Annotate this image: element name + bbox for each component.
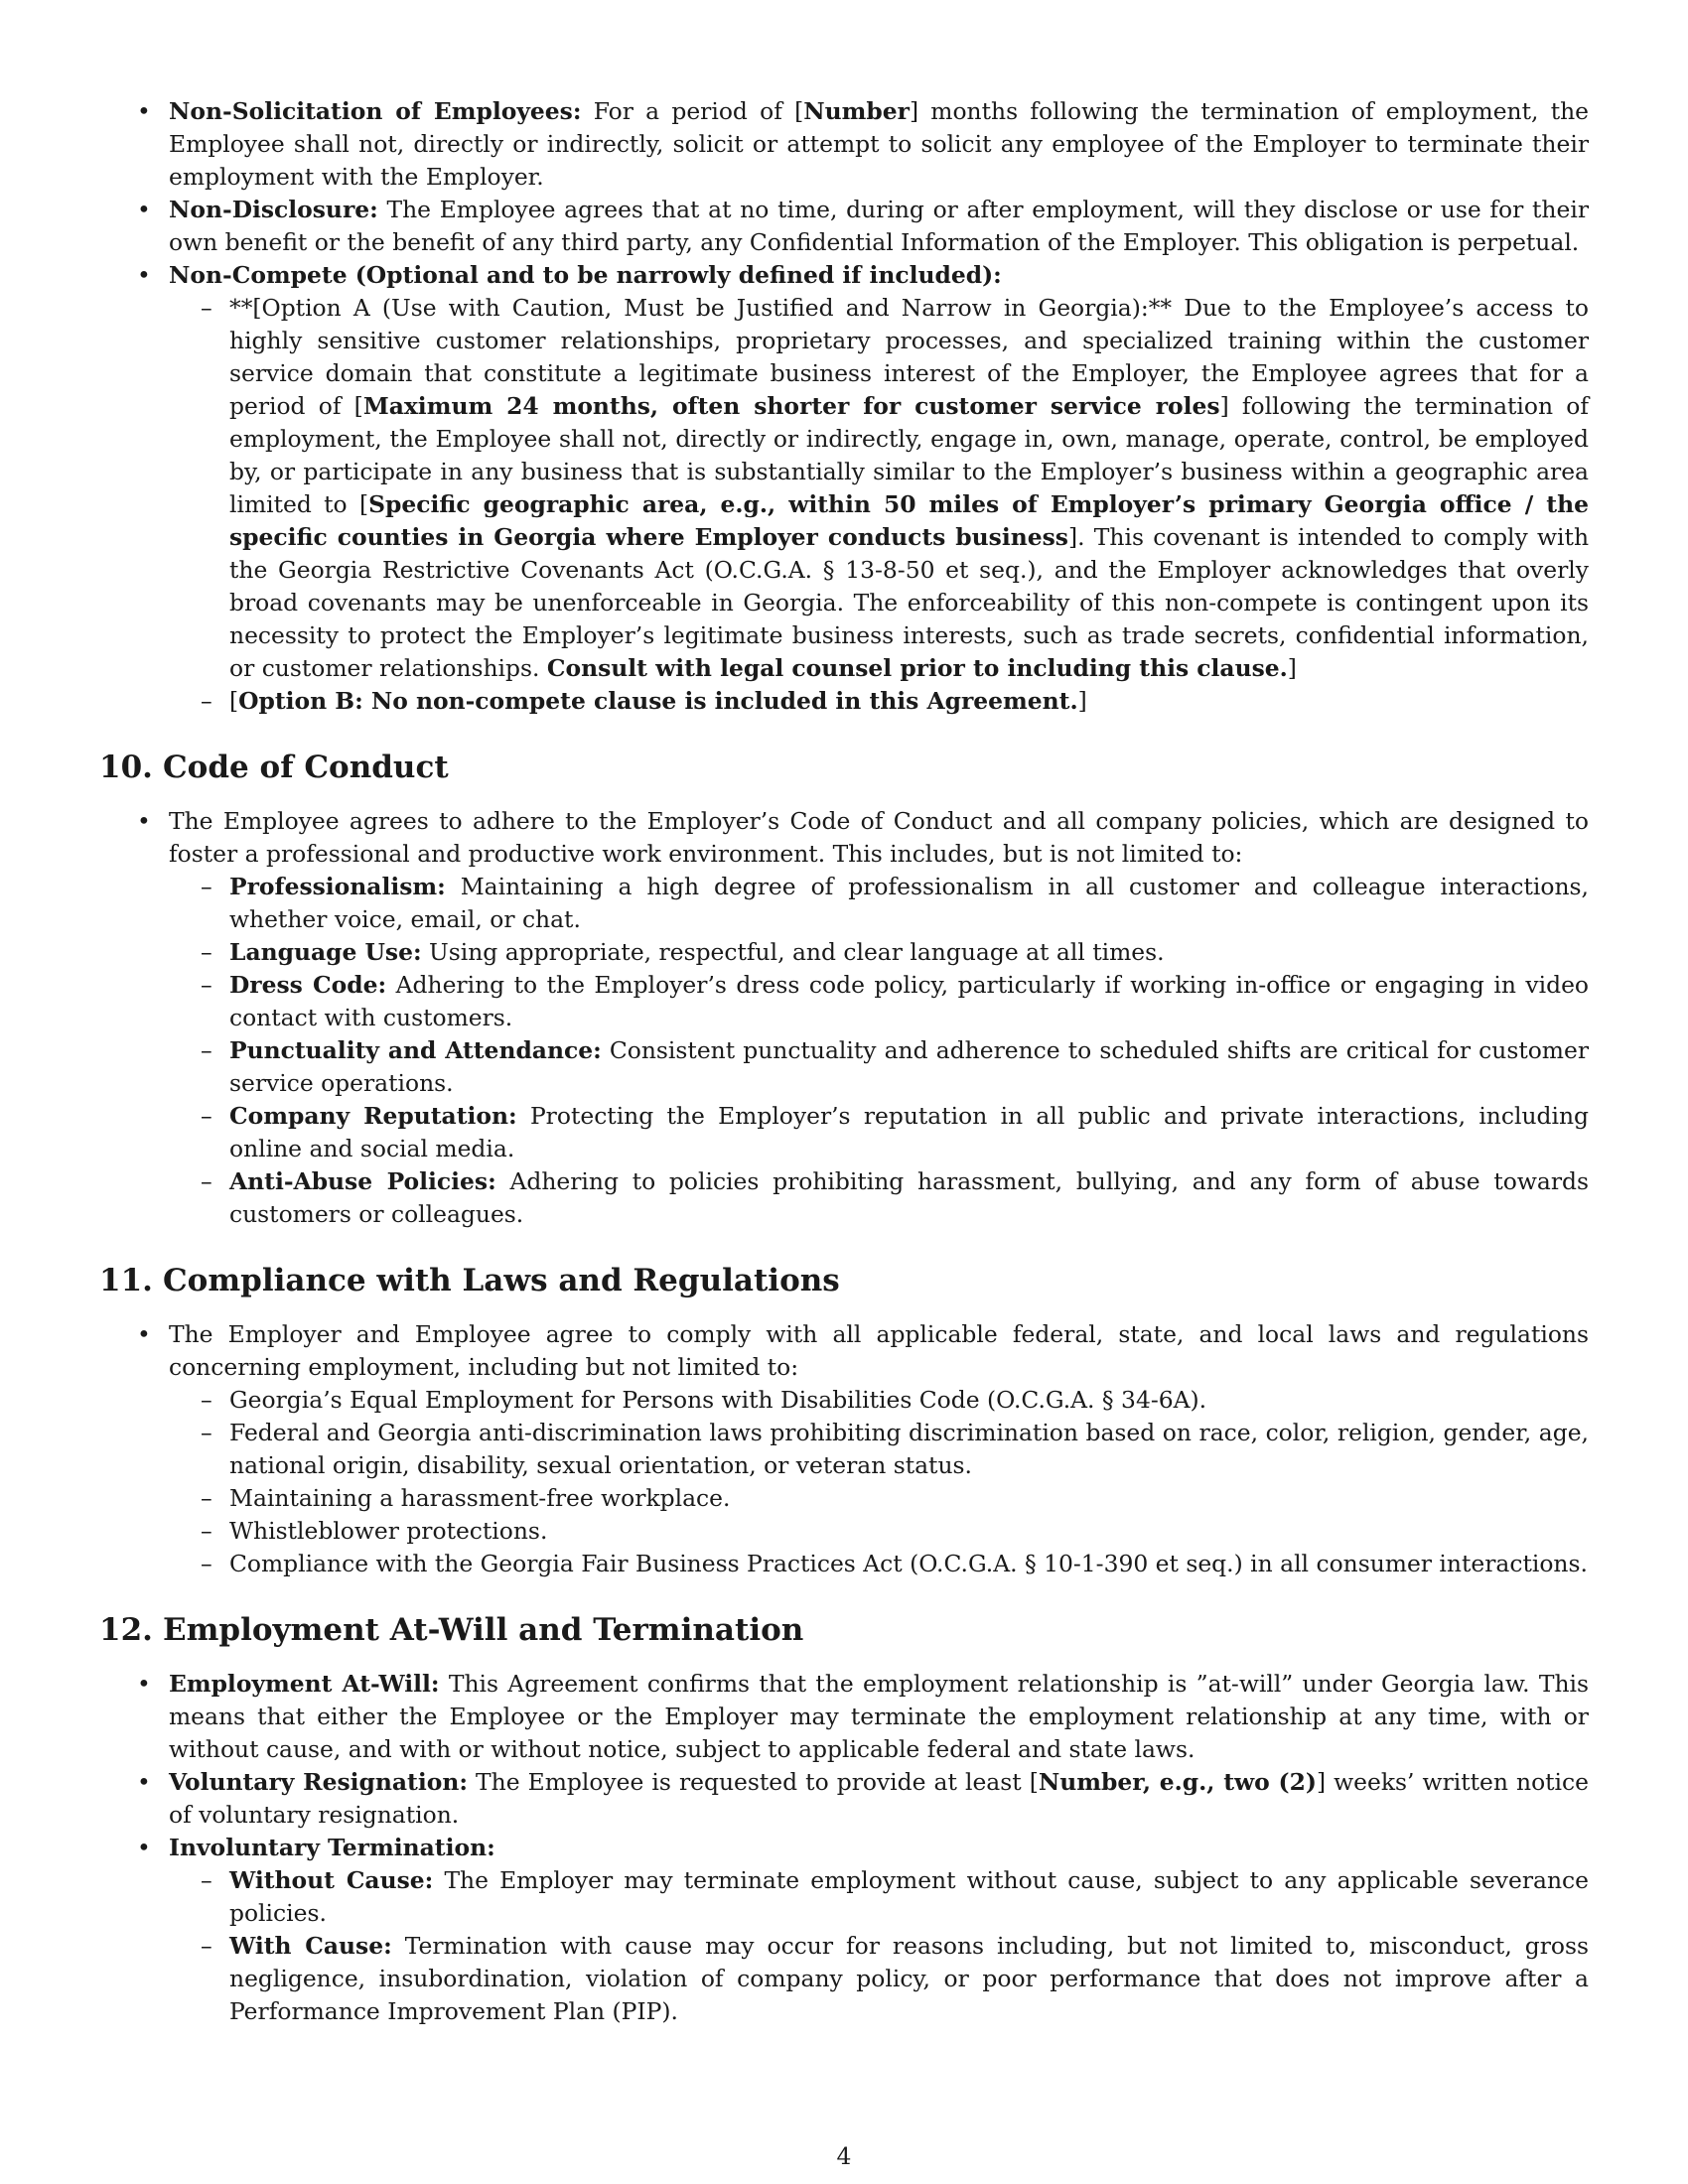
section-12-list — [99, 1668, 1589, 2028]
list-item — [169, 1100, 1589, 1165]
placeholder-text: Option B: No non-compete clause is included in this Agreement. — [238, 687, 1078, 715]
item-label: With Cause: — [229, 1932, 392, 1960]
item-text: The Employer and Employee agree to comply with all applicable federal, state, and local laws and regulations concerning employment, including but not limited to: — [169, 1320, 1589, 1381]
list-item — [169, 1930, 1589, 2028]
list-item: – Federal and Georgia anti-discrimination laws prohibiting discrimination based on race, color, religion, gender, age, national origin, disability, sexual orientation, or veteran status. — [169, 1417, 1589, 1482]
conduct-items — [169, 871, 1589, 1231]
section-11-list — [99, 1318, 1589, 1580]
item-label: Involuntary Termination: — [169, 1834, 495, 1861]
item-label: Punctuality and Attendance: — [229, 1036, 602, 1064]
list-item-non-compete — [99, 259, 1589, 718]
item-text: Consistent punctuality and adherence to scheduled shifts are critical for customer service operations. — [229, 1036, 1590, 1097]
item-text: ]. This covenant is intended to comply with the Georgia Restrictive Covenants Act (O.C.G.A. § 13-8-50 et seq.), and the Employer acknowledges that overly broad covenants may be unenforceable in Georgia. The enforceability of this non-compete is contingent upon its necessity to protect the Employer’s legitimate business interests, such as trade secrets, confidential information, or customer relationships. — [229, 523, 1590, 682]
item-text: This Agreement confirms that the employment relationship is ”at-will” under Georgia law. This means that either the Employee or the Employer may terminate the employment relationship at any time, with or without cause, and with or without notice, subject to applicable federal and state laws. — [169, 1670, 1589, 1763]
list-item-involuntary — [99, 1832, 1589, 2028]
list-item — [99, 1318, 1589, 1580]
section-title: Compliance with Laws and Regulations — [163, 1263, 840, 1298]
item-text: Adhering to policies prohibiting harassment, bullying, and any form of abuse towards customers or colleagues. — [229, 1167, 1589, 1228]
item-label: Voluntary Resignation: — [169, 1768, 468, 1796]
item-label: Without Cause: — [229, 1866, 434, 1894]
item-label: Non-Disclosure: — [169, 196, 378, 223]
section-heading-12 — [99, 1610, 1589, 1650]
section-heading-10 — [99, 748, 1589, 787]
item-text: ] — [1287, 654, 1297, 682]
item-text: The Employee agrees to adhere to the Employer’s Code of Conduct and all company policies, which are designed to foster a professional and productive work environment. This includes, but is not limited to: — [169, 807, 1589, 868]
placeholder-text: Consult with legal counsel prior to including this clause. — [546, 654, 1288, 682]
section-10-list — [99, 805, 1589, 1231]
item-text: Using appropriate, respectful, and clear language at all times. — [421, 938, 1165, 966]
placeholder-text: Maximum 24 months, often shorter for customer service roles — [362, 392, 1220, 420]
option-b — [169, 685, 1589, 718]
item-text: Adhering to the Employer’s dress code policy, particularly if working in-office or engaging in video contact with customers. — [229, 971, 1590, 1031]
list-item: – Georgia’s Equal Employment for Persons with Disabilities Code (O.C.G.A. § 34-6A). — [169, 1384, 1589, 1417]
termination-types — [169, 1864, 1589, 2028]
placeholder-text: Number, e.g., two (2) — [1038, 1768, 1317, 1796]
list-item — [169, 1034, 1589, 1100]
section-number: 12. — [99, 1612, 153, 1648]
placeholder-text: Number — [803, 97, 910, 125]
item-text: [ — [229, 687, 239, 715]
item-text: ] — [1077, 687, 1087, 715]
option-a — [169, 292, 1589, 685]
item-text: ] weeks’ written notice of voluntary resignation. — [169, 1768, 1589, 1829]
list-item: – Compliance with the Georgia Fair Business Practices Act (O.C.G.A. § 10-1-390 et seq.) in all consumer interactions. — [169, 1548, 1589, 1580]
compliance-items — [169, 1384, 1589, 1580]
list-item-resignation — [99, 1766, 1589, 1832]
list-item-non-disclosure — [99, 194, 1589, 259]
section-number: 11. — [99, 1263, 153, 1298]
list-item-at-will — [99, 1668, 1589, 1766]
section-number: 10. — [99, 750, 153, 785]
placeholder-text: Specific geographic area, e.g., within 50 miles of Employer’s primary Georgia office / the specific counties in Georgia where Employer conducts business — [229, 490, 1589, 551]
item-label: Language Use: — [229, 938, 422, 966]
list-item: – Whistleblower protections. — [169, 1515, 1589, 1548]
list-item — [169, 936, 1589, 969]
item-label: Non-Compete (Optional and to be narrowly defined if included): — [169, 261, 1002, 289]
item-text: Termination with cause may occur for reasons including, but not limited to, misconduct, gross negligence, insubordination, violation of company policy, or poor performance that does not improve after a Performance Improvement Plan (PIP). — [229, 1932, 1590, 2025]
section-title: Code of Conduct — [163, 750, 449, 785]
item-label: Non-Solicitation of Employees: — [169, 97, 582, 125]
list-item-non-solicitation — [99, 95, 1589, 194]
item-text: Protecting the Employer’s reputation in all public and private interactions, including online and social media. — [229, 1102, 1590, 1162]
document-page — [99, 95, 1589, 2028]
section-title: Employment At-Will and Termination — [163, 1612, 804, 1648]
item-text: For a period of [ — [581, 97, 804, 125]
item-text: Maintaining a high degree of professionalism in all customer and colleague interactions, whether voice, email, or chat. — [229, 873, 1589, 933]
item-text: **[Option A (Use with Caution, Must be Justified and Narrow in Georgia):** Due to the Employee’s access to highly sensitive customer relationships, proprietary processes, and specialized training within the customer service domain that constitute a legitimate business interest of the Employer, the Employee agrees that for a period of [ — [229, 294, 1589, 420]
list-item — [169, 871, 1589, 936]
item-text: ] months following the termination of employment, the Employee shall not, directly or indirectly, solicit or attempt to solicit any employee of the Employer to terminate their employment with the Employer. — [169, 97, 1589, 191]
item-label: Dress Code: — [229, 971, 387, 999]
list-item — [169, 1864, 1589, 1930]
page-number: 4 — [836, 2142, 852, 2170]
item-text: The Employee agrees that at no time, during or after employment, will they disclose or use for their own benefit or the benefit of any third party, any Confidential Information of the Employer. This obligation is perpetual. — [169, 196, 1589, 256]
item-label: Company Reputation: — [229, 1102, 517, 1130]
list-item — [169, 969, 1589, 1034]
list-item — [169, 1165, 1589, 1231]
item-label: Employment At-Will: — [169, 1670, 440, 1698]
non-compete-options — [169, 292, 1589, 718]
item-label: Anti-Abuse Policies: — [229, 1167, 496, 1195]
section-heading-11 — [99, 1261, 1589, 1300]
list-item — [99, 805, 1589, 1231]
item-label: Professionalism: — [229, 873, 446, 900]
item-text: The Employee is requested to provide at least [ — [467, 1768, 1039, 1796]
item-text: ] following the termination of employment, the Employee shall not, directly or indirectly, engage in, own, manage, operate, control, be employed by, or participate in any business that is substantially similar to the Employer’s business within a geographic area limited to [ — [229, 392, 1589, 518]
item-text: The Employer may terminate employment without cause, subject to any applicable severance policies. — [229, 1866, 1589, 1927]
list-item: – Maintaining a harassment-free workplace. — [169, 1482, 1589, 1515]
restrictive-covenants-list — [99, 95, 1589, 718]
